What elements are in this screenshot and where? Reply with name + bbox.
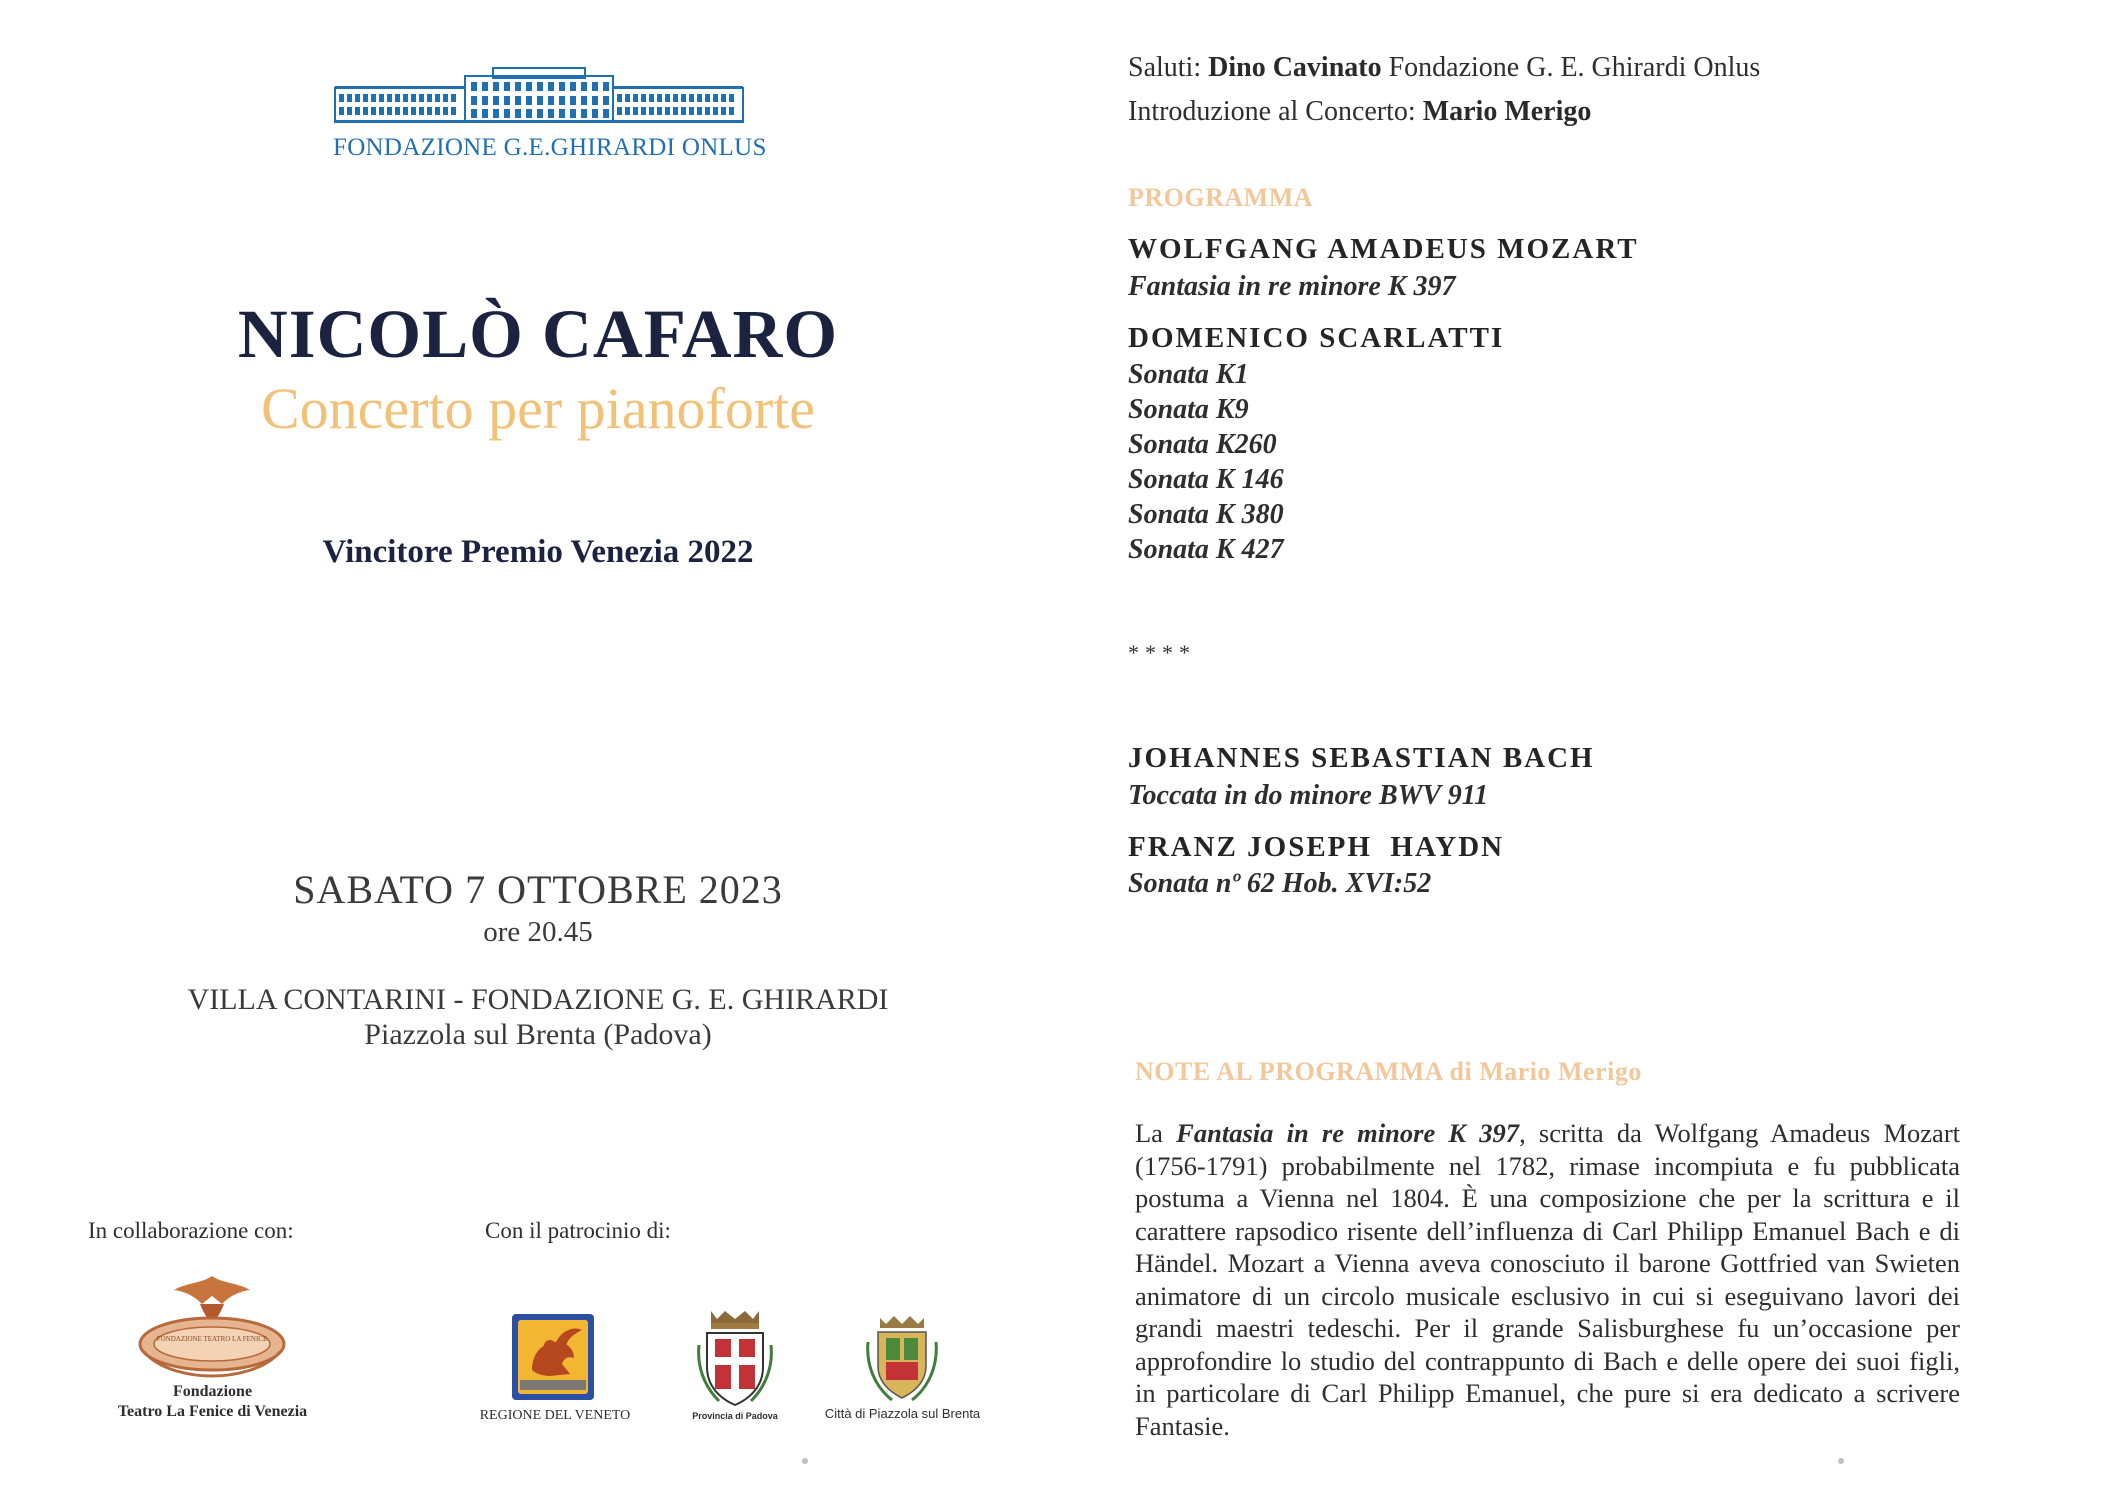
logo-window bbox=[482, 82, 488, 91]
logo-window bbox=[363, 94, 368, 102]
logo-window bbox=[559, 96, 565, 105]
logo-window bbox=[729, 107, 734, 115]
work-title: Fantasia in re minore K 397 bbox=[1128, 271, 1456, 302]
logo-window bbox=[537, 96, 543, 105]
logo-window bbox=[504, 96, 510, 105]
notes-heading: NOTE AL PROGRAMMA di Mario Merigo bbox=[1135, 1057, 1642, 1086]
piazzola-caption: Città di Piazzola sul Brenta bbox=[824, 1406, 981, 1421]
collaboration-label: In collaborazione con: bbox=[88, 1218, 294, 1243]
logo-window bbox=[471, 109, 477, 118]
venue-name: VILLA CONTARINI - FONDAZIONE G. E. GHIRARDI bbox=[187, 983, 889, 1016]
logo-window bbox=[603, 82, 609, 91]
logo-window bbox=[673, 94, 678, 102]
logo-window bbox=[526, 109, 532, 118]
program-separator: **** bbox=[1128, 640, 1196, 665]
logo-window bbox=[705, 94, 710, 102]
logo-window bbox=[411, 94, 416, 102]
work-title: Sonata K9 bbox=[1128, 394, 1249, 425]
work-title: Toccata in do minore BWV 911 bbox=[1128, 780, 1489, 811]
logo-window bbox=[419, 94, 424, 102]
logo-window bbox=[493, 96, 499, 105]
logo-window bbox=[548, 96, 554, 105]
logo-window bbox=[482, 109, 488, 118]
greetings-name: Dino Cavinato bbox=[1208, 52, 1382, 83]
logo-window bbox=[451, 94, 456, 102]
composer-name: DOMENICO SCARLATTI bbox=[1128, 322, 1505, 354]
phoenix-emblem-icon bbox=[130, 1270, 295, 1380]
event-time: ore 20.45 bbox=[483, 916, 593, 948]
logo-window bbox=[435, 94, 440, 102]
logo-window bbox=[581, 109, 587, 118]
villa-logo-icon bbox=[333, 66, 745, 128]
program-heading: PROGRAMMA bbox=[1128, 183, 1314, 212]
notes-text: , scritta da Wolfgang Amadeus Mozart (1756-1791) probabilmente nel 1782, rimase incompiuta e fu pubblicata postuma a Vienna nel 1804. È una composizione che per la scrittura e il carattere rapsodico risente dell’influenza di Carl Philipp Emanuel Bach e di Händel. Mozart a Vienna aveva conosciuto il barone Gottfried van Swieten animatore di un circolo musicale esclusivo in cui si eseguivano lavori dei grandi maestri tedeschi. Per il grande Salisburghese fu un’occasione per approfondire lo studio del contrappunto di Bach e delle opere dei suoi figli, in particolare di Carl Philipp Emanuel, che pure si era dedicato a scrivere Fantasie. bbox=[1135, 1118, 1961, 1441]
logo-window bbox=[681, 107, 686, 115]
logo-window bbox=[347, 107, 352, 115]
logo-window bbox=[387, 107, 392, 115]
logo-window bbox=[570, 96, 576, 105]
work-title: Sonata K 427 bbox=[1128, 534, 1284, 565]
logo-window bbox=[379, 94, 384, 102]
logo-window bbox=[482, 96, 488, 105]
logo-window bbox=[641, 107, 646, 115]
logo-window bbox=[592, 96, 598, 105]
la-fenice-logo bbox=[130, 1270, 295, 1380]
logo-window bbox=[493, 109, 499, 118]
logo-window bbox=[443, 107, 448, 115]
logo-window bbox=[339, 107, 344, 115]
logo-window bbox=[526, 82, 532, 91]
greetings-org: Fondazione G. E. Ghirardi Onlus bbox=[1388, 52, 1761, 83]
work-title: Sonata K260 bbox=[1128, 429, 1277, 460]
composer-name: FRANZ JOSEPH HAYDN bbox=[1128, 831, 1505, 863]
fenice-caption-line2: Teatro La Fenice di Venezia bbox=[117, 1403, 308, 1420]
program-notes-paragraph bbox=[1135, 1117, 1960, 1442]
introduction-line bbox=[1128, 96, 1591, 128]
piazzola-coat-of-arms-icon bbox=[862, 1312, 942, 1404]
logo-window bbox=[689, 94, 694, 102]
logo-window bbox=[729, 94, 734, 102]
logo-window bbox=[592, 82, 598, 91]
logo-window bbox=[395, 94, 400, 102]
logo-window bbox=[403, 107, 408, 115]
logo-window bbox=[515, 82, 521, 91]
logo-window bbox=[689, 107, 694, 115]
notes-work-title: Fantasia in re minore K 397 bbox=[1176, 1118, 1520, 1148]
work-title: Sonata K 380 bbox=[1128, 499, 1284, 530]
logo-window bbox=[347, 94, 352, 102]
logo-window bbox=[617, 107, 622, 115]
logo-window bbox=[411, 107, 416, 115]
logo-window bbox=[504, 82, 510, 91]
patronage-label: Con il patrocinio di: bbox=[485, 1218, 671, 1243]
regione-veneto-logo bbox=[510, 1312, 596, 1402]
award-line: Vincitore Premio Venezia 2022 bbox=[322, 534, 754, 570]
logo-window bbox=[697, 107, 702, 115]
piazzola-logo bbox=[862, 1312, 942, 1404]
work-title: Sonata K 146 bbox=[1128, 464, 1284, 495]
logo-window bbox=[721, 107, 726, 115]
logo-window bbox=[657, 94, 662, 102]
logo-window bbox=[705, 107, 710, 115]
logo-window bbox=[387, 94, 392, 102]
logo-window bbox=[419, 107, 424, 115]
logo-window bbox=[697, 94, 702, 102]
logo-window bbox=[371, 94, 376, 102]
logo-window bbox=[548, 109, 554, 118]
logo-window bbox=[713, 94, 718, 102]
logo-window bbox=[665, 107, 670, 115]
introduction-name: Mario Merigo bbox=[1422, 96, 1592, 127]
greetings-line bbox=[1128, 52, 1760, 84]
logo-window bbox=[548, 82, 554, 91]
logo-window bbox=[537, 109, 543, 118]
fenice-caption-line1: Fondazione bbox=[172, 1383, 253, 1400]
logo-window bbox=[355, 94, 360, 102]
logo-window bbox=[339, 94, 344, 102]
logo-window bbox=[581, 96, 587, 105]
logo-window bbox=[673, 107, 678, 115]
logo-window bbox=[471, 82, 477, 91]
fenice-emblem-text: FONDAZIONE TEATRO LA FENICE bbox=[156, 1335, 268, 1343]
logo-window bbox=[633, 107, 638, 115]
logo-window bbox=[515, 109, 521, 118]
scan-speck bbox=[1838, 1458, 1844, 1464]
logo-window bbox=[526, 96, 532, 105]
logo-window bbox=[403, 94, 408, 102]
composer-name: JOHANNES SEBASTIAN BACH bbox=[1128, 742, 1595, 774]
foundation-logo bbox=[333, 66, 767, 161]
logo-window bbox=[641, 94, 646, 102]
scan-speck bbox=[802, 1458, 808, 1464]
logo-window bbox=[681, 94, 686, 102]
logo-window bbox=[713, 107, 718, 115]
logo-window bbox=[570, 109, 576, 118]
logo-window bbox=[504, 109, 510, 118]
work-title: Sonata nº 62 Hob. XVI:52 bbox=[1128, 868, 1432, 899]
logo-window bbox=[721, 94, 726, 102]
logo-window bbox=[363, 107, 368, 115]
logo-window bbox=[665, 94, 670, 102]
logo-window bbox=[395, 107, 400, 115]
greetings-label: Saluti: bbox=[1128, 52, 1202, 83]
provincia-padova-logo bbox=[695, 1305, 775, 1409]
logo-window bbox=[603, 96, 609, 105]
logo-window bbox=[515, 96, 521, 105]
composer-name: WOLFGANG AMADEUS MOZART bbox=[1128, 233, 1639, 265]
logo-window bbox=[633, 94, 638, 102]
logo-window bbox=[427, 94, 432, 102]
logo-window bbox=[379, 107, 384, 115]
notes-intro: La bbox=[1135, 1118, 1177, 1148]
logo-window bbox=[649, 94, 654, 102]
venue-city: Piazzola sul Brenta (Padova) bbox=[364, 1018, 712, 1051]
logo-window bbox=[617, 94, 622, 102]
logo-window bbox=[435, 107, 440, 115]
foundation-logo-text: FONDAZIONE G.E.GHIRARDI ONLUS bbox=[333, 134, 767, 161]
logo-window bbox=[493, 82, 499, 91]
logo-window bbox=[471, 96, 477, 105]
logo-window bbox=[592, 109, 598, 118]
event-date: SABATO 7 OTTOBRE 2023 bbox=[293, 867, 783, 912]
padova-caption: Provincia di Padova bbox=[692, 1411, 778, 1421]
logo-window bbox=[625, 94, 630, 102]
logo-window bbox=[355, 107, 360, 115]
introduction-label: Introduzione al Concerto: bbox=[1128, 96, 1416, 127]
logo-window bbox=[443, 94, 448, 102]
concert-title: Concerto per pianoforte bbox=[260, 376, 815, 441]
veneto-caption: REGIONE DEL VENETO bbox=[479, 1408, 631, 1423]
logo-window bbox=[657, 107, 662, 115]
logo-window bbox=[371, 107, 376, 115]
logo-window bbox=[570, 82, 576, 91]
logo-window bbox=[625, 107, 630, 115]
padova-coat-of-arms-icon bbox=[695, 1305, 775, 1409]
logo-window bbox=[559, 109, 565, 118]
logo-window bbox=[581, 82, 587, 91]
performer-name: NICOLÒ CAFARO bbox=[237, 296, 839, 372]
logo-window bbox=[537, 82, 543, 91]
lion-of-st-mark-icon bbox=[510, 1312, 596, 1402]
logo-window bbox=[649, 107, 654, 115]
logo-window bbox=[427, 107, 432, 115]
work-title: Sonata K1 bbox=[1128, 359, 1249, 390]
logo-window bbox=[451, 107, 456, 115]
logo-window bbox=[559, 82, 565, 91]
logo-window bbox=[603, 109, 609, 118]
